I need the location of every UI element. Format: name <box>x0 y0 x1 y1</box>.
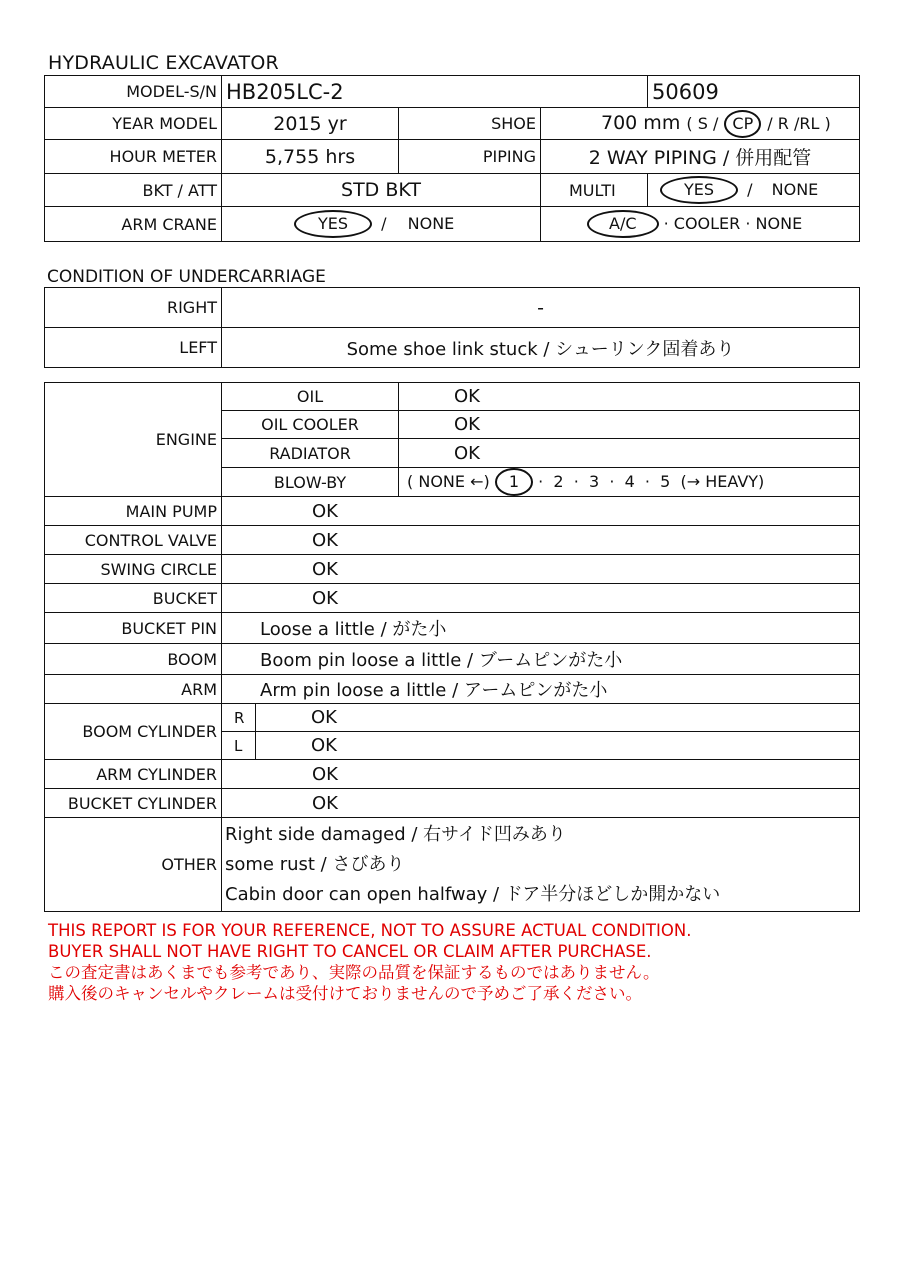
oil-value: OK <box>399 383 860 411</box>
multi-sep: / <box>747 180 753 199</box>
other-note: Cabin door can open halfway / ドア半分ほどしか開かない <box>225 883 721 905</box>
other-note: Right side damaged / 右サイド凹みあり <box>225 823 566 845</box>
blowby-cell <box>399 468 860 497</box>
undercarriage-table <box>44 287 860 368</box>
oil-cooler-label: OIL COOLER <box>222 411 399 439</box>
radiator-label: RADIATOR <box>222 439 399 468</box>
main-pump-label: MAIN PUMP <box>45 497 222 526</box>
arm-crane-cell <box>222 207 541 242</box>
inspection-table <box>44 382 860 912</box>
hour-value: 5,755 hrs <box>222 140 399 174</box>
multi-selected-circle: YES <box>660 176 738 204</box>
boom-cyl-r-value: OK <box>256 704 860 732</box>
right-value: - <box>222 288 860 328</box>
arm-crane-sep: / <box>381 214 387 233</box>
engine-label: ENGINE <box>45 383 222 497</box>
oil-cooler-value: OK <box>399 411 860 439</box>
multi-cell <box>648 174 860 207</box>
radiator-value: OK <box>399 439 860 468</box>
shoe-open: ( S / <box>686 113 719 133</box>
control-valve-value: OK <box>222 526 860 555</box>
spec-table <box>44 75 860 242</box>
control-valve-label: CONTROL VALVE <box>45 526 222 555</box>
arm-crane-label: ARM CRANE <box>45 207 222 242</box>
shoe-close: / R /RL ) <box>767 113 831 133</box>
swing-circle-label: SWING CIRCLE <box>45 555 222 584</box>
shoe-label: SHOE <box>399 108 541 140</box>
shoe-cell <box>541 108 860 140</box>
shoe-size: 700 mm <box>601 111 681 134</box>
arm-cylinder-label: ARM CYLINDER <box>45 760 222 789</box>
arm-label: ARM <box>45 675 222 704</box>
serial-value: 50609 <box>648 76 860 108</box>
blowby-label: BLOW-BY <box>222 468 399 497</box>
boom-label: BOOM <box>45 644 222 675</box>
boom-value: Boom pin loose a little / ブームピンがた小 <box>222 644 860 675</box>
shoe-selected-circle: CP <box>724 110 761 138</box>
arm-crane-none: NONE <box>407 214 455 233</box>
multi-none: NONE <box>771 180 819 199</box>
arm-value: Arm pin loose a little / アームピンがた小 <box>222 675 860 704</box>
model-sn-label: MODEL-S/N <box>45 76 222 108</box>
ac-cell <box>541 207 860 242</box>
left-label: LEFT <box>45 328 222 368</box>
left-value: Some shoe link stuck / シューリンク固着あり <box>222 328 860 368</box>
year-value: 2015 yr <box>222 108 399 140</box>
bucket-value: OK <box>222 584 860 613</box>
bkt-label: BKT / ATT <box>45 174 222 207</box>
disclaimer-line: この査定書はあくまでも参考であり、実際の品質を保証するものではありません。 <box>48 963 660 982</box>
disclaimer-line: 購入後のキャンセルやクレームは受付けておりませんので予めご了承ください。 <box>48 984 642 1003</box>
bucket-cylinder-label: BUCKET CYLINDER <box>45 789 222 818</box>
blowby-selected-circle: 1 <box>495 468 533 496</box>
undercarriage-heading: CONDITION OF UNDERCARRIAGE <box>47 267 326 287</box>
main-pump-value: OK <box>222 497 860 526</box>
other-label: OTHER <box>45 818 222 912</box>
year-label: YEAR MODEL <box>45 108 222 140</box>
ac-rest: · COOLER · NONE <box>663 214 803 233</box>
boom-cyl-r-label: R <box>222 704 256 732</box>
multi-label: MULTI <box>541 174 648 207</box>
model-value: HB205LC-2 <box>222 76 648 108</box>
other-notes <box>222 818 860 912</box>
right-label: RIGHT <box>45 288 222 328</box>
boom-cyl-l-label: L <box>222 732 256 760</box>
swing-circle-value: OK <box>222 555 860 584</box>
bucket-label: BUCKET <box>45 584 222 613</box>
bucket-pin-label: BUCKET PIN <box>45 613 222 644</box>
arm-crane-selected-circle: YES <box>294 210 372 238</box>
blowby-rest: · 2 · 3 · 4 · 5 (→ HEAVY) <box>538 472 765 491</box>
boom-cyl-l-value: OK <box>256 732 860 760</box>
piping-label: PIPING <box>399 140 541 174</box>
disclaimer <box>48 920 691 1004</box>
hour-label: HOUR METER <box>45 140 222 174</box>
bucket-pin-value: Loose a little / がた小 <box>222 613 860 644</box>
ac-selected-circle: A/C <box>587 210 659 238</box>
document-title: HYDRAULIC EXCAVATOR <box>48 52 279 74</box>
disclaimer-line: BUYER SHALL NOT HAVE RIGHT TO CANCEL OR CLAIM AFTER PURCHASE. <box>48 942 652 961</box>
bucket-cylinder-value: OK <box>222 789 860 818</box>
boom-cylinder-label: BOOM CYLINDER <box>45 704 222 760</box>
piping-value: 2 WAY PIPING / 併用配管 <box>541 140 860 174</box>
bkt-value: STD BKT <box>222 174 541 207</box>
disclaimer-line: THIS REPORT IS FOR YOUR REFERENCE, NOT TO ASSURE ACTUAL CONDITION. <box>48 921 692 940</box>
oil-label: OIL <box>222 383 399 411</box>
other-note: some rust / さびあり <box>225 853 405 875</box>
arm-cylinder-value: OK <box>222 760 860 789</box>
blowby-start: ( NONE ←) <box>407 472 490 491</box>
